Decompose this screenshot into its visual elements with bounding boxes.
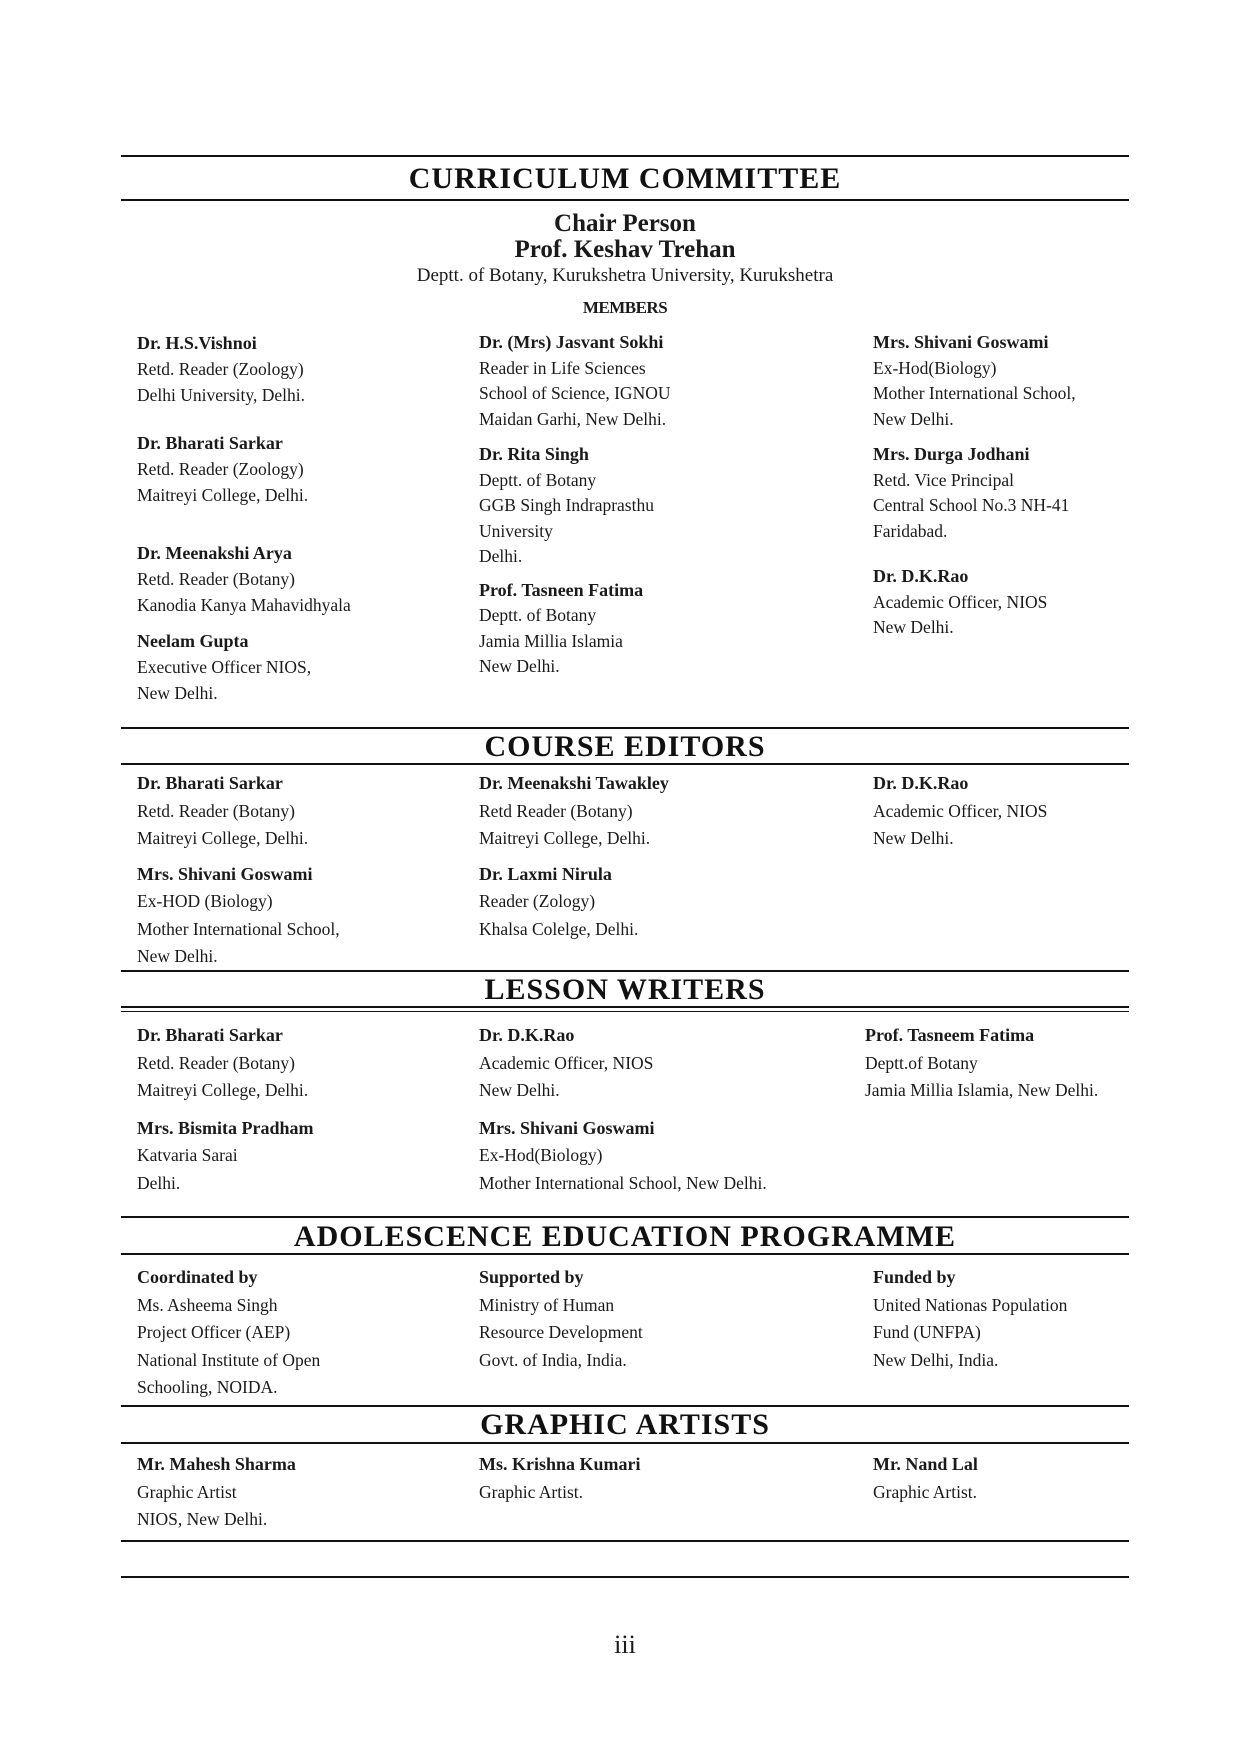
member-name: Mrs. Shivani Goswami xyxy=(137,863,313,884)
member-entry xyxy=(137,861,457,971)
member-name: Ms. Krishna Kumari xyxy=(479,1454,641,1474)
member-entry xyxy=(873,1451,1129,1506)
graphic-artists-heading: GRAPHIC ARTISTS xyxy=(480,1408,770,1441)
member-detail: Retd. Reader (Zoology) xyxy=(137,459,304,479)
top-rule xyxy=(121,155,1129,157)
lesson-writers-heading: LESSON WRITERS xyxy=(484,973,766,1006)
lesson-writers-heading-rule-thin xyxy=(121,1011,1129,1012)
course-editors-heading: COURSE EDITORS xyxy=(484,730,766,763)
member-entry xyxy=(137,430,457,508)
member-detail: Delhi. xyxy=(479,546,523,566)
aep-entry xyxy=(137,1264,457,1402)
member-entry xyxy=(479,861,819,944)
member-detail: Retd. Reader (Botany) xyxy=(137,569,295,589)
member-entry xyxy=(479,1115,839,1198)
member-name: Mrs. Durga Jodhani xyxy=(873,444,1030,464)
member-detail: New Delhi. xyxy=(873,828,954,848)
aep-detail: Resource Development xyxy=(479,1322,643,1342)
aep-detail: Ms. Asheema Singh xyxy=(137,1294,278,1315)
member-entry xyxy=(137,1115,457,1198)
curriculum-committee-heading: CURRICULUM COMMITTEE xyxy=(408,162,842,195)
aep-role-label: Funded by xyxy=(873,1267,956,1287)
member-name: Dr. Meenakshi Tawakley xyxy=(479,773,669,793)
member-detail: Jamia Millia Islamia xyxy=(479,630,623,651)
member-detail: Graphic Artist xyxy=(137,1481,237,1502)
member-name: Dr. D.K.Rao xyxy=(479,1025,575,1045)
member-entry xyxy=(873,330,1129,432)
member-detail: Katvaria Sarai xyxy=(137,1145,238,1165)
aep-entry xyxy=(873,1264,1129,1374)
member-detail: Maitreyi College, Delhi. xyxy=(137,485,309,505)
member-entry xyxy=(479,578,819,680)
members-label: MEMBERS xyxy=(582,298,668,317)
member-detail: New Delhi. xyxy=(479,1080,560,1100)
member-entry xyxy=(137,330,457,408)
member-detail: University xyxy=(479,520,553,541)
aep-role-label: Supported by xyxy=(479,1267,584,1287)
member-detail: Academic Officer, NIOS xyxy=(873,800,1048,821)
lesson-writers-column-1 xyxy=(137,1022,457,1197)
graphic-artists-top-rule xyxy=(121,1405,1129,1407)
member-entry xyxy=(479,770,819,853)
chair-person-name: Prof. Keshav Trehan xyxy=(514,236,736,263)
bottom-rule-2 xyxy=(121,1576,1129,1578)
aep-detail: National Institute of Open xyxy=(137,1349,321,1370)
aep-role-label: Coordinated by xyxy=(137,1267,258,1287)
member-entry xyxy=(873,564,1129,641)
member-name: Mrs. Shivani Goswami xyxy=(479,1117,655,1138)
member-name: Dr. (Mrs) Jasvant Sokhi xyxy=(479,332,664,352)
member-detail: Reader in Life Sciences xyxy=(479,357,646,378)
member-detail: New Delhi. xyxy=(479,656,560,676)
member-entry xyxy=(479,330,819,432)
course-editors-top-rule xyxy=(121,727,1129,729)
graphic-artists-column-2 xyxy=(479,1451,819,1506)
member-detail: Mother International School, xyxy=(137,918,340,939)
member-name: Dr. Laxmi Nirula xyxy=(479,863,612,884)
member-detail: Maidan Garhi, New Delhi. xyxy=(479,408,667,429)
member-detail: Ex-Hod(Biology) xyxy=(873,357,997,378)
course-editors-heading-rule xyxy=(121,763,1129,765)
aep-heading: ADOLESCENCE EDUCATION PROGRAMME xyxy=(293,1220,957,1253)
lesson-writers-heading-rule xyxy=(121,1006,1129,1008)
aep-detail: Schooling, NOIDA. xyxy=(137,1377,278,1397)
member-entry xyxy=(137,1451,457,1534)
member-name: Dr. H.S.Vishnoi xyxy=(137,333,257,353)
aep-entry xyxy=(479,1264,819,1374)
member-name: Mrs. Bismita Pradham xyxy=(137,1117,314,1138)
member-name: Dr. D.K.Rao xyxy=(873,773,969,793)
member-entry xyxy=(137,770,457,853)
member-name: Neelam Gupta xyxy=(137,631,249,651)
member-detail: Deptt.of Botany xyxy=(865,1052,978,1073)
member-detail: Jamia Millia Islamia, New Delhi. xyxy=(865,1080,1099,1100)
aep-supported-column xyxy=(479,1264,819,1374)
member-detail: Reader (Zology) xyxy=(479,891,596,911)
member-detail: GGB Singh Indraprasthu xyxy=(479,495,654,515)
member-detail: New Delhi. xyxy=(873,408,954,429)
member-detail: Delhi. xyxy=(137,1172,181,1193)
member-name: Dr. Bharati Sarkar xyxy=(137,1025,283,1045)
lesson-writers-column-3 xyxy=(865,1022,1135,1105)
member-name: Dr. Bharati Sarkar xyxy=(137,433,283,453)
member-detail: Mother International School, New Delhi. xyxy=(479,1172,767,1193)
member-entry xyxy=(137,540,457,618)
member-detail: New Delhi. xyxy=(137,683,218,703)
aep-coordinated-column xyxy=(137,1264,457,1402)
member-entry xyxy=(865,1022,1135,1105)
member-detail: Maitreyi College, Delhi. xyxy=(479,828,651,848)
member-entry xyxy=(137,628,457,706)
member-detail: Academic Officer, NIOS xyxy=(873,591,1048,612)
member-name: Mrs. Shivani Goswami xyxy=(873,332,1049,352)
chair-person-label: Chair Person xyxy=(554,210,696,237)
aep-detail: Govt. of India, India. xyxy=(479,1349,627,1370)
member-entry xyxy=(873,770,1129,853)
lesson-writers-top-rule xyxy=(121,970,1129,972)
member-detail: Maitreyi College, Delhi. xyxy=(137,828,309,848)
member-name: Prof. Tasneen Fatima xyxy=(479,579,644,600)
member-detail: Kanodia Kanya Mahavidhyala xyxy=(137,595,351,615)
member-name: Mr. Nand Lal xyxy=(873,1454,978,1474)
page-number: iii xyxy=(614,1630,636,1659)
member-detail: Mother International School, xyxy=(873,383,1076,403)
member-entry xyxy=(479,1022,839,1105)
course-editors-column-3 xyxy=(873,770,1129,853)
aep-detail: Project Officer (AEP) xyxy=(137,1322,291,1342)
member-detail: NIOS, New Delhi. xyxy=(137,1509,268,1529)
member-detail: Central School No.3 NH-41 xyxy=(873,495,1070,515)
member-entry xyxy=(479,442,819,570)
member-detail: Ex-HOD (Biology) xyxy=(137,891,273,911)
curriculum-heading-rule xyxy=(121,199,1129,201)
graphic-artists-column-3 xyxy=(873,1451,1129,1506)
member-name: Dr. D.K.Rao xyxy=(873,566,969,586)
aep-detail: New Delhi, India. xyxy=(873,1349,999,1370)
chair-person-affiliation: Deptt. of Botany, Kurukshetra University, Kurukshetra xyxy=(416,265,834,286)
member-entry xyxy=(873,442,1129,544)
aep-detail: Ministry of Human xyxy=(479,1294,615,1315)
member-name: Dr. Bharati Sarkar xyxy=(137,773,283,793)
member-detail: School of Science, IGNOU xyxy=(479,383,671,403)
curriculum-column-2 xyxy=(479,330,819,680)
member-detail: Retd. Reader (Botany) xyxy=(137,800,295,821)
member-detail: Retd. Reader (Botany) xyxy=(137,1052,295,1073)
member-detail: Retd Reader (Botany) xyxy=(479,800,633,821)
member-detail: Graphic Artist. xyxy=(479,1481,584,1502)
course-editors-column-2 xyxy=(479,770,819,943)
member-detail: Retd. Reader (Zoology) xyxy=(137,359,304,379)
aep-heading-rule xyxy=(121,1253,1129,1255)
graphic-artists-heading-rule xyxy=(121,1442,1129,1444)
member-name: Prof. Tasneem Fatima xyxy=(865,1025,1035,1045)
member-name: Dr. Rita Singh xyxy=(479,444,589,464)
aep-top-rule xyxy=(121,1216,1129,1218)
member-detail: Maitreyi College, Delhi. xyxy=(137,1080,309,1100)
bottom-rule-1 xyxy=(121,1540,1129,1542)
member-detail: Deptt. of Botany xyxy=(479,469,597,490)
aep-detail: United Nationas Population xyxy=(873,1294,1068,1315)
member-detail: Deptt. of Botany xyxy=(479,605,597,625)
member-detail: Graphic Artist. xyxy=(873,1481,978,1502)
member-name: Dr. Meenakshi Arya xyxy=(137,543,292,563)
course-editors-column-1 xyxy=(137,770,457,971)
curriculum-column-1 xyxy=(137,330,457,706)
aep-detail: Fund (UNFPA) xyxy=(873,1322,981,1342)
member-detail: Ex-Hod(Biology) xyxy=(479,1145,603,1165)
member-detail: New Delhi. xyxy=(137,946,218,966)
curriculum-column-3 xyxy=(873,330,1129,641)
aep-funded-column xyxy=(873,1264,1129,1374)
member-detail: Delhi University, Delhi. xyxy=(137,385,306,405)
member-detail: Retd. Vice Principal xyxy=(873,469,1015,490)
member-detail: Executive Officer NIOS, xyxy=(137,657,312,677)
member-detail: Khalsa Colelge, Delhi. xyxy=(479,918,639,939)
lesson-writers-column-2 xyxy=(479,1022,839,1197)
graphic-artists-column-1 xyxy=(137,1451,457,1534)
member-entry xyxy=(137,1022,457,1105)
member-detail: Academic Officer, NIOS xyxy=(479,1052,654,1073)
member-detail: New Delhi. xyxy=(873,617,954,637)
member-detail: Faridabad. xyxy=(873,520,948,541)
member-name: Mr. Mahesh Sharma xyxy=(137,1454,296,1474)
member-entry xyxy=(479,1451,819,1506)
